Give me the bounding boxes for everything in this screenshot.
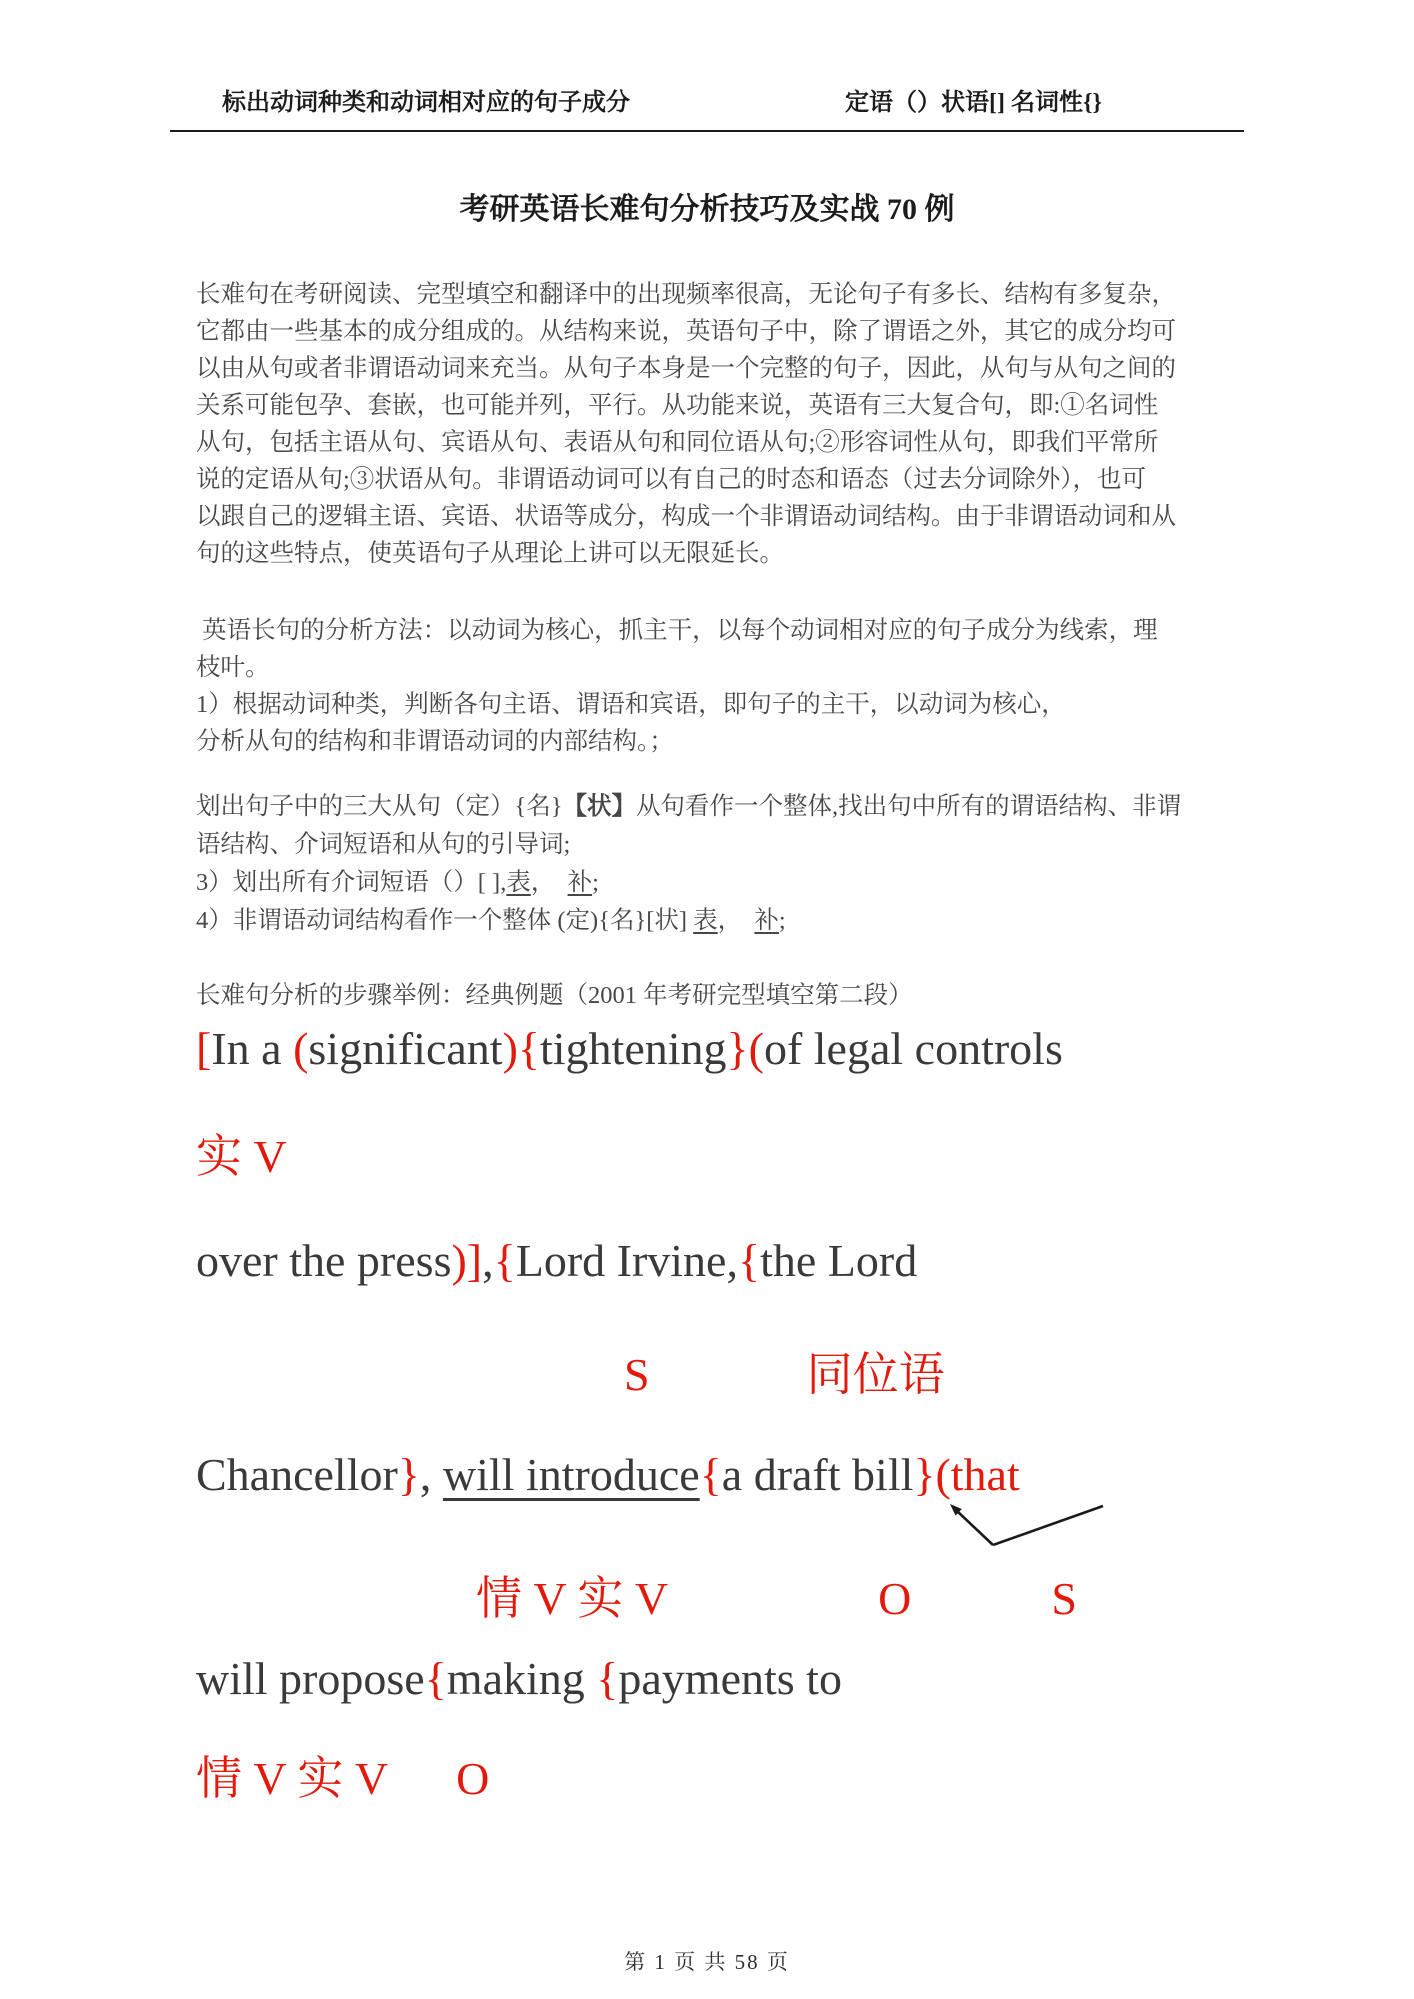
text-line: 枝叶。 (196, 654, 270, 681)
text-line: 英语长句的分析方法：以动词为核心，抓主干，以每个动词相对应的句子成分为线索，理 (196, 617, 1158, 644)
annotation-line-s-appositive (196, 1338, 945, 1404)
annotation-red-text: S (1051, 1573, 1077, 1624)
sentence-line-1 (196, 1022, 1063, 1075)
rules-paragraph (196, 788, 1256, 940)
text-line: 关系可能包孕、套嵌，也可能并列，平行。从功能来说，英语有三大复合句，即:①名词性 (196, 392, 1159, 419)
annotation-red-text: }(that (913, 1449, 1020, 1500)
text-line: 它都由一些基本的成分组成的。从结构来说，英语句子中，除了谓语之外，其它的成分均可 (196, 318, 1176, 345)
text-segment: , (419, 1449, 443, 1500)
text-segment: In a (211, 1023, 294, 1074)
text-segment: 补 (754, 907, 779, 934)
text-line: 说的定语从句;③状语从句。非谓语动词可以有自己的时态和语态（过去分词除外），也可 (196, 466, 1147, 493)
header-annotation-left: 标出动词种类和动词相对应的句子成分 (222, 90, 630, 116)
text-line: 句的这些特点，使英语句子从理论上讲可以无限延长。 (196, 540, 784, 567)
text-segment: will introduce (442, 1449, 700, 1500)
text-segment: 表 (506, 869, 531, 896)
header-legend: 定语（）状语[] 名词性{} (845, 90, 1102, 116)
annotation-line-qing-v-o (196, 1742, 489, 1808)
annotation-red-text: { (424, 1653, 447, 1704)
text-segment: of legal controls (763, 1023, 1063, 1074)
text-segment: 补 (567, 869, 593, 896)
annotation-red-text: } (397, 1449, 420, 1500)
text-line: 分析从句的结构和非谓语动词的内部结构。； (196, 728, 674, 755)
pointer-arrow-icon (928, 1500, 1110, 1552)
text-line: 以由从句或者非谓语动词来充当。从句子本身是一个完整的句子，因此，从句与从句之间的 (196, 355, 1176, 382)
text-segment: Chancellor (196, 1449, 398, 1500)
text-segment: ， (530, 869, 568, 896)
annotation-line-shi-v (196, 1120, 287, 1186)
annotation-red-text: 同位语 (806, 1349, 945, 1400)
text-line: 从句，包括主语从句、宾语从句、表语从句和同位语从句;②形容词性从句，即我们平常所 (196, 429, 1159, 456)
method-paragraph (196, 612, 1256, 760)
annotation-red-text: 情 V 实 V (196, 1753, 389, 1804)
text-segment: ， (717, 907, 755, 934)
annotation-red-text: O (456, 1753, 490, 1804)
text-segment: will propose (196, 1653, 425, 1704)
sentence-line-3 (196, 1448, 1020, 1501)
header-divider (170, 130, 1244, 132)
text-segment: 语结构、介词短语和从句的引导词; (196, 831, 571, 858)
text-segment: making (446, 1653, 597, 1704)
text-line: 以跟自己的逻辑主语、宾语、状语等成分，构成一个非谓语动词结构。由于非谓语动词和从 (196, 503, 1176, 530)
annotation-red-text: { (737, 1235, 761, 1286)
text-segment: payments to (618, 1653, 842, 1704)
page-title: 考研英语长难句分析技巧及实战 70 例 (459, 193, 955, 226)
text-segment: significant (308, 1023, 503, 1074)
annotation-red-text: O (878, 1573, 912, 1624)
intro-paragraph (196, 276, 1256, 572)
annotation-red-text: ){ (502, 1023, 540, 1074)
text-segment: ; (592, 869, 599, 896)
page-number-footer: 第 1 页 共 58 页 (624, 1950, 790, 1974)
sentence-line-4 (196, 1652, 842, 1705)
annotation-red-text: { (493, 1235, 516, 1286)
annotation-line-qing-v-o-s (196, 1562, 1077, 1628)
annotation-red-text: S (624, 1349, 650, 1400)
text-segment: 【状】 (562, 793, 637, 820)
text-line: 长难句在考研阅读、完型填空和翻译中的出现频率很高，无论句子有多长、结构有多复杂， (196, 281, 1176, 308)
text-segment: 3）划出所有介词短语（）[ ], (196, 869, 507, 896)
annotation-red-text: ( (293, 1023, 309, 1074)
text-segment: the Lord (760, 1235, 918, 1286)
text-segment: over the press (196, 1235, 452, 1286)
text-segment: Lord Irvine, (515, 1235, 738, 1286)
annotation-red-text: { (596, 1653, 619, 1704)
annotation-red-text: [ (196, 1023, 212, 1074)
text-segment: 表 (693, 907, 718, 934)
text-segment: , (482, 1235, 494, 1286)
annotation-red-text: 情 V 实 V (476, 1573, 669, 1624)
example-caption: 长难句分析的步骤举例：经典例题（2001 年考研完型填空第二段） (196, 982, 913, 1009)
text-line: 1）根据动词种类，判断各句主语、谓语和宾语，即句子的主干，以动词为核心， (196, 691, 1066, 718)
text-line (196, 826, 1256, 864)
text-segment: 从句看作一个整体,找出句中所有的谓语结构、非谓 (636, 793, 1182, 820)
text-segment: 4）非谓语动词结构看作一个整体 (定){名}[状] (196, 907, 694, 934)
annotation-red-text: 实 V (196, 1131, 287, 1182)
text-line (196, 788, 1256, 826)
text-segment: tightening (540, 1023, 727, 1074)
text-line (196, 864, 1256, 902)
text-line (196, 902, 1256, 940)
annotation-red-text: )] (451, 1235, 483, 1286)
annotation-red-text: { (699, 1449, 722, 1500)
text-segment: ; (778, 907, 786, 934)
text-segment: a draft bill (721, 1449, 914, 1500)
text-segment: 划出句子中的三大从句（定）{名} (196, 793, 563, 820)
annotation-red-text: }( (726, 1023, 764, 1074)
sentence-line-2 (196, 1234, 917, 1287)
